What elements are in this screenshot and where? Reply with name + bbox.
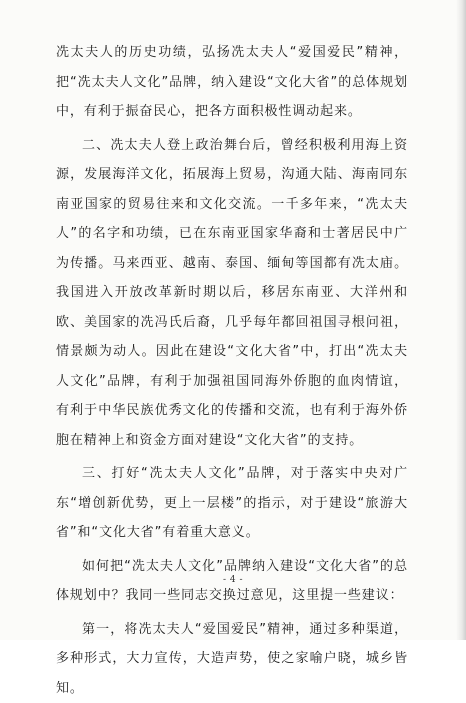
paragraph-continuation: 冼太夫人的历史功绩，弘扬冼太夫人“爱国爱民”精神，把“冼太夫人文化”品牌，纳入建设“文化大省”的总体规划中，有利于振奋民心，把各方面积极性调动起来。 — [56, 38, 408, 127]
scan-edge-shadow — [456, 0, 466, 640]
paragraph-point-two: 二、冼太夫人登上政治舞台后，曾经积极利用海上资源，发展海洋文化，拓展海上贸易，沟通大陆、海南同东南亚国家的贸易往来和文化交流。一千多年来，“冼太夫人”的名字和功绩，已在东南亚国家华裔和士著居民中广为传播。马来西亚、越南、泰国、缅甸等国都有冼太庙。我国进入开放改革新时期以后，移居东南亚、大洋州和欧、美国家的冼冯氏后裔，几乎每年都回祖国寻根问祖，情景颇为动人。因此在建设“文化大省”中，打出“冼太夫人文化”品牌，有利于加强祖国同海外侨胞的血肉情谊，有利于中华民族优秀文化的传播和交流，也有利于海外侨胞在精神上和资金方面对建设“文化大省”的支持。 — [56, 131, 408, 456]
page-number: - 4 - — [0, 575, 466, 585]
paragraph-point-three: 三、打好“冼太夫人文化”品牌，对于落实中央对广东“增创新优势，更上一层楼”的指示，对于建设“旅游大省”和“文化大省”有着重大意义。 — [56, 459, 408, 548]
paragraph-first-suggestion: 第一，将冼太夫人“爱国爱民”精神，通过多种渠道，多种形式，大力宣传，大造声势，使之家喻户晓，城乡皆知。 — [56, 615, 408, 703]
paragraph-how-to: 如何把“冼太夫人文化”品牌纳入建设“文化大省”的总体规划中？我同一些同志交换过意见，这里提一些建议： — [56, 552, 408, 611]
body-text — [56, 38, 408, 703]
